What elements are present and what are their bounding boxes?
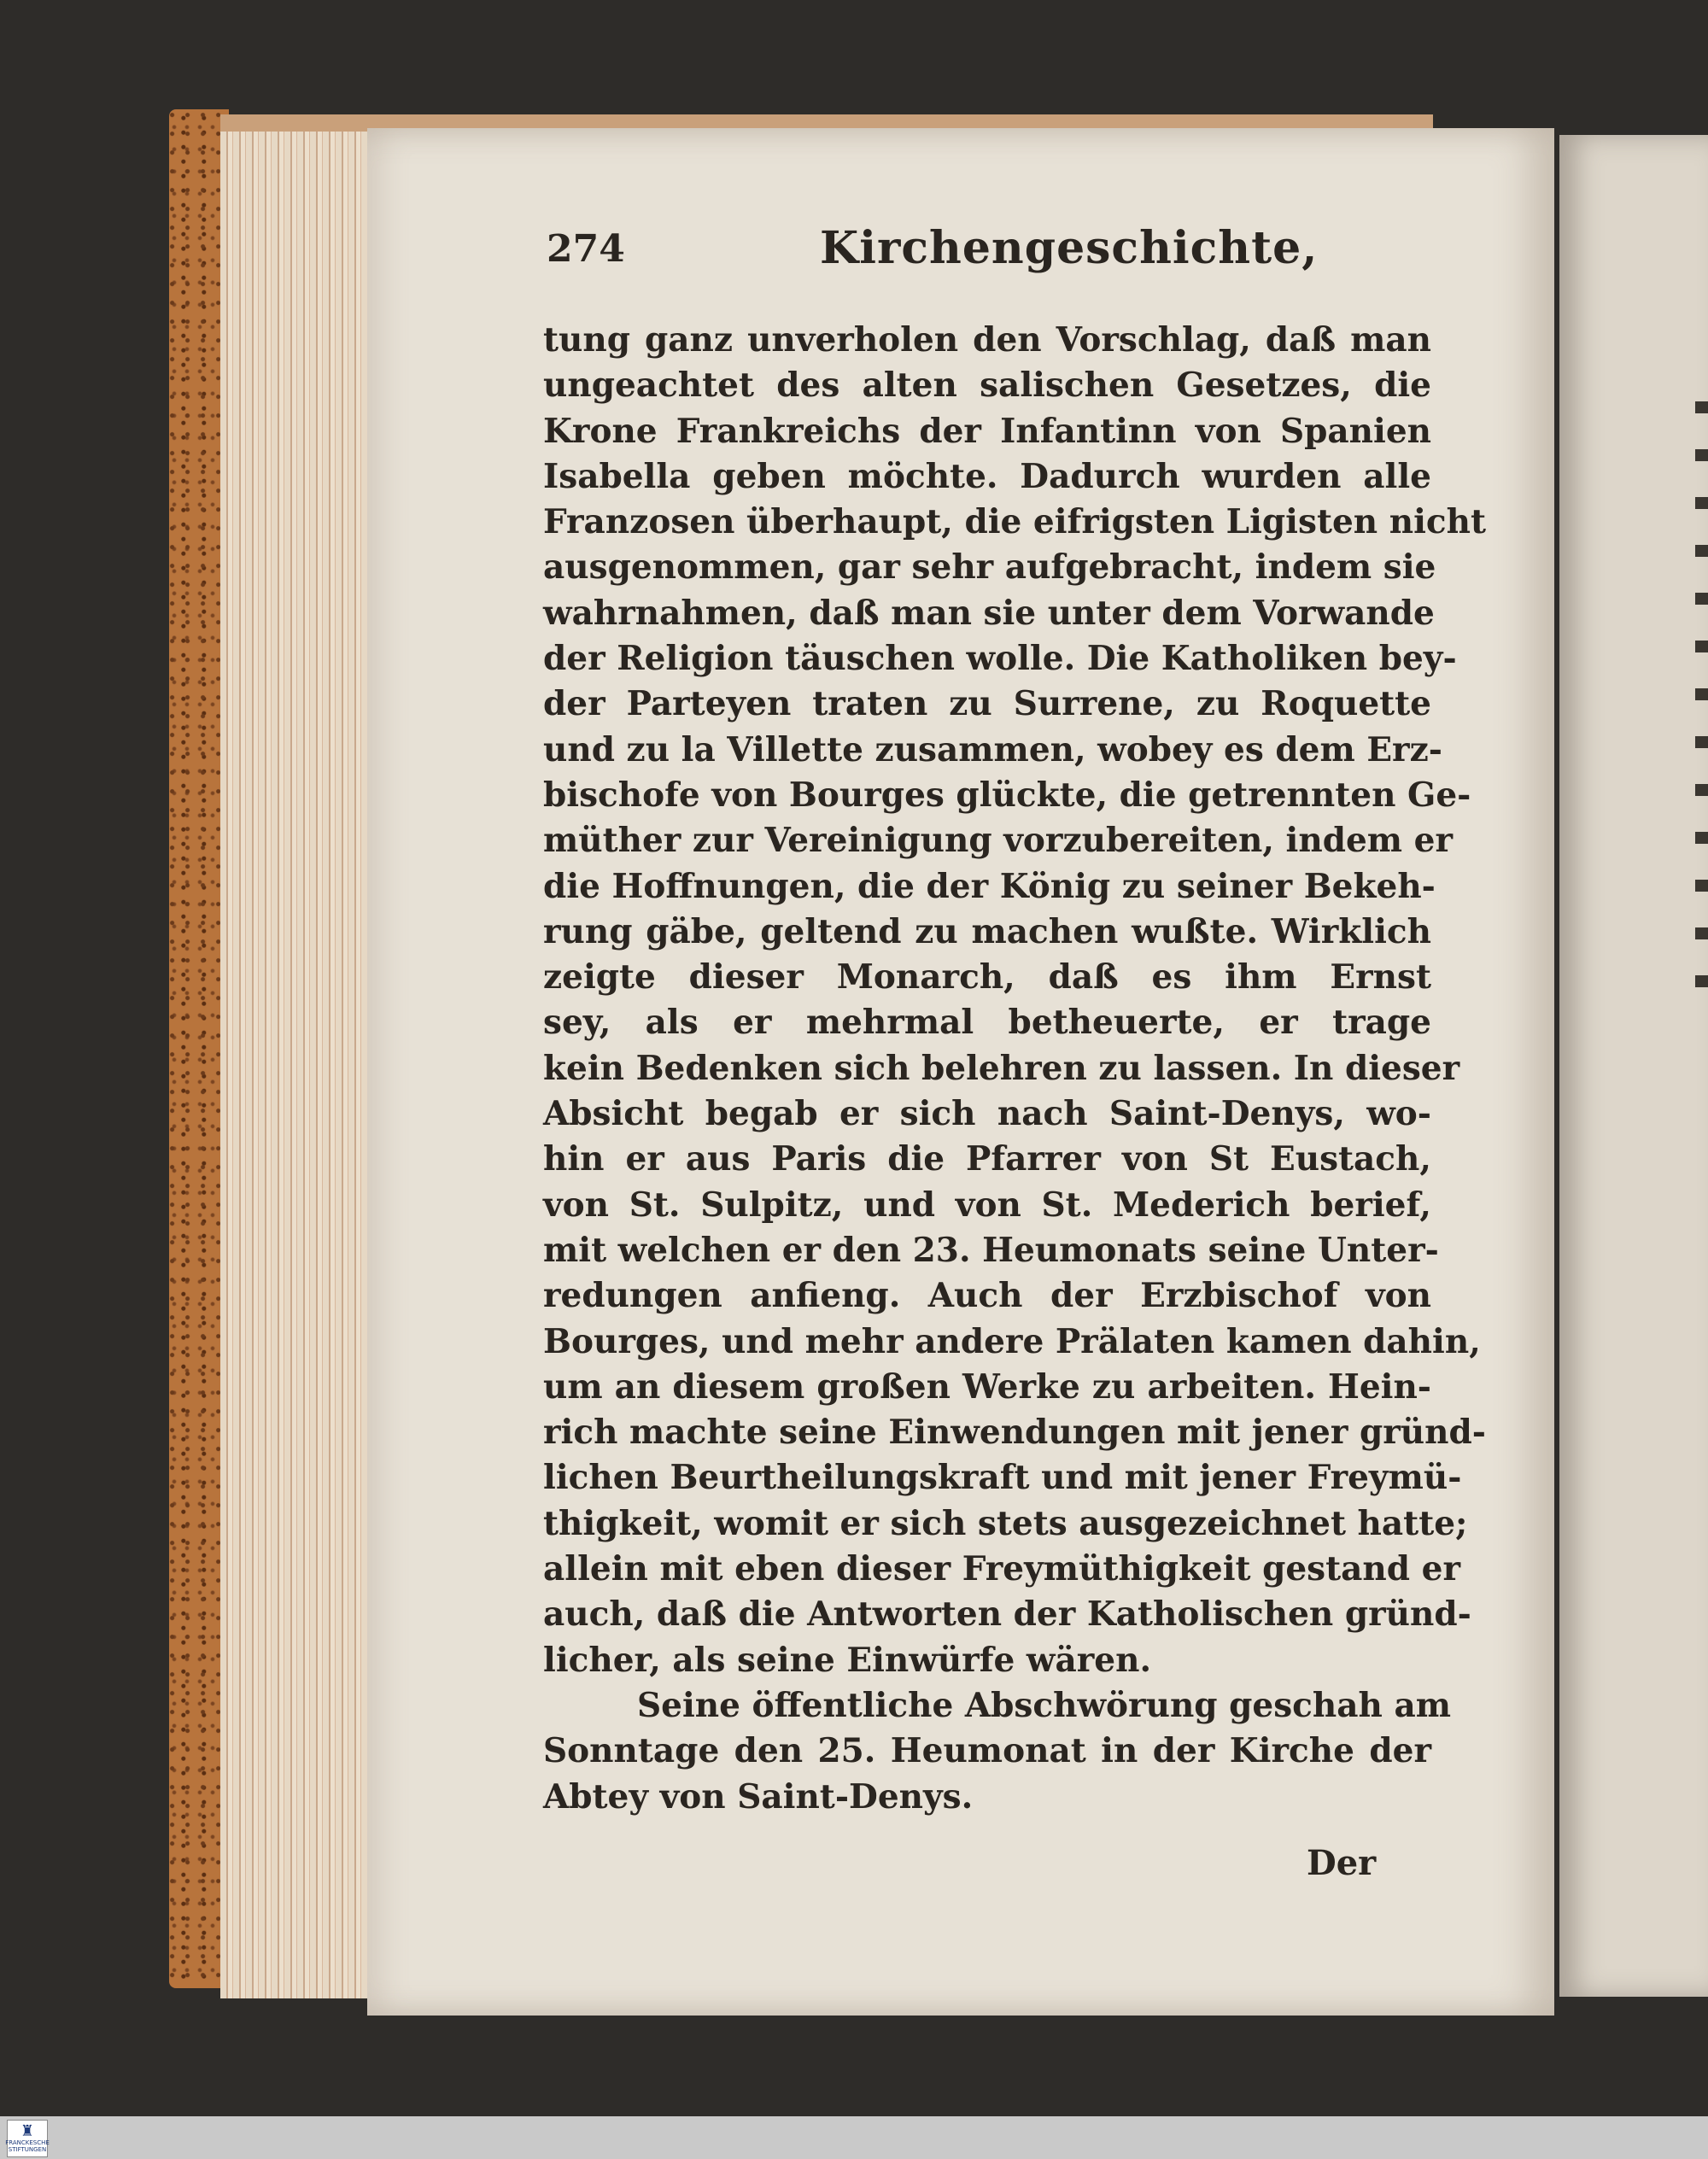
page-stack-edge [220, 120, 374, 1998]
right-page-edge [1559, 135, 1708, 1997]
text-line: bischofe von Bourges glückte, die getrennten Ge- [543, 775, 1471, 815]
text-line: Isabella geben möchte. Dadurch wurden alle [543, 456, 1431, 496]
text-line: der Religion täuschen wolle. Die Katholiken bey- [543, 639, 1457, 679]
text-line: tung ganz unverholen den Vorschlag, daß man [543, 320, 1431, 360]
text-line: mit welchen er den 23. Heumonats seine Unter- [543, 1230, 1439, 1270]
text-line: zeigte dieser Monarch, daß es ihm Ernst [543, 957, 1431, 998]
text-line: und zu la Villette zusammen, wobey es dem Erz- [543, 729, 1442, 769]
viewer-bottom-bar [0, 2116, 1708, 2159]
text-line: hin er aus Paris die Pfarrer von St Eustach, [543, 1139, 1431, 1179]
institution-logo [7, 2120, 48, 2157]
text-line: Bourges, und mehr andere Prälaten kamen dahin, [543, 1321, 1481, 1361]
text-line: ausgenommen, gar sehr aufgebracht, indem sie [543, 547, 1436, 588]
text-line: Franzosen überhaupt, die eifrigsten Ligisten nicht [543, 502, 1486, 542]
running-title: Kirchengeschichte, [820, 222, 1319, 274]
catchword: Der [1307, 1843, 1377, 1883]
text-line: von St. Sulpitz, und von St. Mederich berief, [543, 1185, 1431, 1225]
text-line: sey, als er mehrmal betheuerte, er trage [543, 1003, 1431, 1043]
text-line: Abtey von Saint-Denys. [543, 1776, 974, 1817]
page-number: 274 [547, 227, 625, 271]
text-line: Absicht begab er sich nach Saint-Denys, wo- [543, 1094, 1431, 1134]
text-line: der Parteyen traten zu Surrene, zu Roquette [543, 684, 1431, 724]
logo-label: FRANCKESCHE STIFTUNGEN [5, 2139, 50, 2153]
text-line: um an diesem großen Werke zu arbeiten. Hein- [543, 1366, 1431, 1407]
text-line: ungeachtet des alten salischen Gesetzes, die [543, 366, 1431, 406]
right-page-text-fragments [1695, 401, 1708, 999]
text-line: lichen Beurtheilungskraft und mit jener Freymü- [543, 1458, 1462, 1498]
text-line: rung gäbe, geltend zu machen wußte. Wirklich [543, 911, 1431, 951]
text-line: die Hoffnungen, die der König zu seiner Bekeh- [543, 866, 1436, 906]
text-line: Krone Frankreichs der Infantinn von Spanien [543, 411, 1431, 451]
text-line: Sonntage den 25. Heumonat in der Kirche der [543, 1731, 1431, 1771]
text-line: rich machte seine Einwendungen mit jener gründ- [543, 1413, 1486, 1453]
text-line: thigkeit, womit er sich stets ausgezeichnet hatte; [543, 1503, 1468, 1543]
page-header [547, 222, 1435, 290]
text-line: wahrnahmen, daß man sie unter dem Vorwande [543, 593, 1435, 633]
text-line: auch, daß die Antworten der Katholischen gründ- [543, 1594, 1471, 1635]
body-text [543, 318, 1486, 1820]
text-line: redungen anfieng. Auch der Erzbischof von [543, 1276, 1431, 1316]
text-line: kein Bedenken sich belehren zu lassen. In dieser [543, 1048, 1460, 1088]
text-line: Seine öffentliche Abschwörung geschah am [637, 1685, 1452, 1725]
text-line: müther zur Vereinigung vorzubereiten, indem er [543, 821, 1453, 861]
logo-emblem-icon: ♜ [20, 2122, 35, 2140]
text-line: allein mit eben dieser Freymüthigkeit gestand er [543, 1549, 1460, 1589]
text-line: licher, als seine Einwürfe wären. [543, 1640, 1152, 1680]
